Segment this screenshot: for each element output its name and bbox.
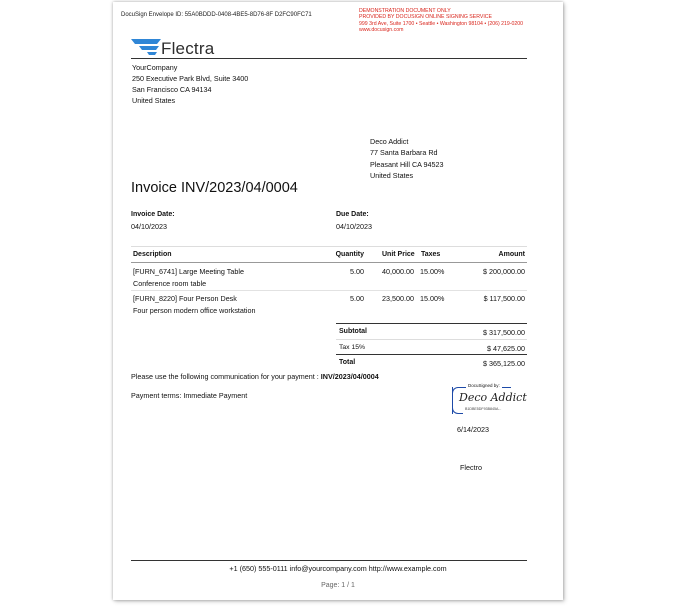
subtotal-label: Subtotal xyxy=(339,328,367,335)
demo-notice-line: www.docusign.com xyxy=(359,26,404,33)
sender-line: 250 Executive Park Blvd, Suite 3400 xyxy=(132,74,249,83)
col-quantity: Quantity xyxy=(335,251,364,258)
demo-notice xyxy=(359,8,523,33)
row-detail: Four person modern office workstation xyxy=(133,306,256,315)
row-divider xyxy=(131,290,527,291)
row-amount: $ 117,500.00 xyxy=(483,294,525,303)
payment-communication xyxy=(131,372,379,381)
row-unit-price: 40,000.00 xyxy=(382,267,414,276)
sender-address xyxy=(132,62,248,106)
sender-line: San Francisco CA 94134 xyxy=(132,85,212,94)
row-taxes: 15.00% xyxy=(420,267,445,276)
subtotal-value: $ 317,500.00 xyxy=(483,328,525,337)
demo-notice-line: DEMONSTRATION DOCUMENT ONLY xyxy=(359,8,451,14)
brand-name: Flectra xyxy=(161,39,215,58)
table-top-rule xyxy=(131,246,527,247)
row-code: [FURN_8220] xyxy=(133,294,177,303)
signature-brand: Flectro xyxy=(460,463,482,472)
col-unit-price: Unit Price xyxy=(382,251,415,258)
table-row xyxy=(133,294,237,303)
row-taxes: 15.00% xyxy=(420,294,445,303)
row-detail: Conference room table xyxy=(133,279,207,288)
totals-divider xyxy=(336,339,527,340)
recipient-line: Deco Addict xyxy=(370,137,409,146)
total-value: $ 365,125.00 xyxy=(483,359,525,368)
sender-line: United States xyxy=(132,96,176,105)
footer-divider xyxy=(131,560,527,561)
page-number: Page: 1 / 1 xyxy=(321,582,355,589)
row-amount: $ 200,000.00 xyxy=(483,267,525,276)
due-date: 04/10/2023 xyxy=(336,222,372,231)
demo-notice-line: 999 3rd Ave, Suite 1700 • Seattle • Washington 98104 • (206) 219-0200 xyxy=(359,20,524,27)
col-amount: Amount xyxy=(498,251,525,258)
payment-terms: Payment terms: Immediate Payment xyxy=(131,391,248,400)
table-header-rule xyxy=(131,262,527,263)
communication-ref: INV/2023/04/0004 xyxy=(320,372,379,381)
invoice-date-label: Invoice Date: xyxy=(131,211,175,218)
col-description: Description xyxy=(133,251,172,258)
recipient-line: 77 Santa Barbara Rd xyxy=(370,148,438,158)
communication-prefix: Please use the following communication for your payment : xyxy=(131,372,321,381)
tax-label: Tax 15% xyxy=(339,344,366,351)
recipient-address xyxy=(370,136,444,182)
row-quantity: 5.00 xyxy=(350,294,364,303)
row-quantity: 5.00 xyxy=(350,267,364,276)
signature-caption: DocuSigned by: xyxy=(468,383,500,388)
invoice-page xyxy=(113,2,563,600)
total-label: Total xyxy=(339,359,356,366)
sender-line: YourCompany xyxy=(132,63,178,72)
header-divider xyxy=(131,58,527,59)
signature-image: Deco Addict xyxy=(459,391,527,404)
envelope-id: DocuSign Envelope ID: 55A0BDDD-0408-4BE5-8D76-8F D2FC90FC71 xyxy=(121,12,312,18)
footer-contact: +1 (650) 555-0111 info@yourcompany.com http://www.example.com xyxy=(229,564,447,573)
recipient-line: Pleasant Hill CA 94523 xyxy=(370,159,444,169)
demo-notice-line: PROVIDED BY DOCUSIGN ONLINE SIGNING SERVICE xyxy=(359,14,492,21)
col-taxes: Taxes xyxy=(421,251,441,258)
row-name: Large Meeting Table xyxy=(178,267,244,276)
row-code: [FURN_6741] xyxy=(133,267,177,276)
row-unit-price: 23,500.00 xyxy=(382,294,414,303)
table-row xyxy=(133,267,244,276)
signature-code: B1DBE5DF93B845A... xyxy=(465,407,502,411)
totals-top-rule xyxy=(336,323,527,324)
signature-date: 6/14/2023 xyxy=(457,425,489,434)
total-rule xyxy=(336,354,527,355)
invoice-date: 04/10/2023 xyxy=(131,222,167,231)
recipient-line: United States xyxy=(370,171,414,181)
invoice-title: Invoice INV/2023/04/0004 xyxy=(131,180,298,196)
due-date-label: Due Date: xyxy=(336,211,369,218)
tax-value: $ 47,625.00 xyxy=(487,344,525,353)
row-name: Four Person Desk xyxy=(178,294,237,303)
